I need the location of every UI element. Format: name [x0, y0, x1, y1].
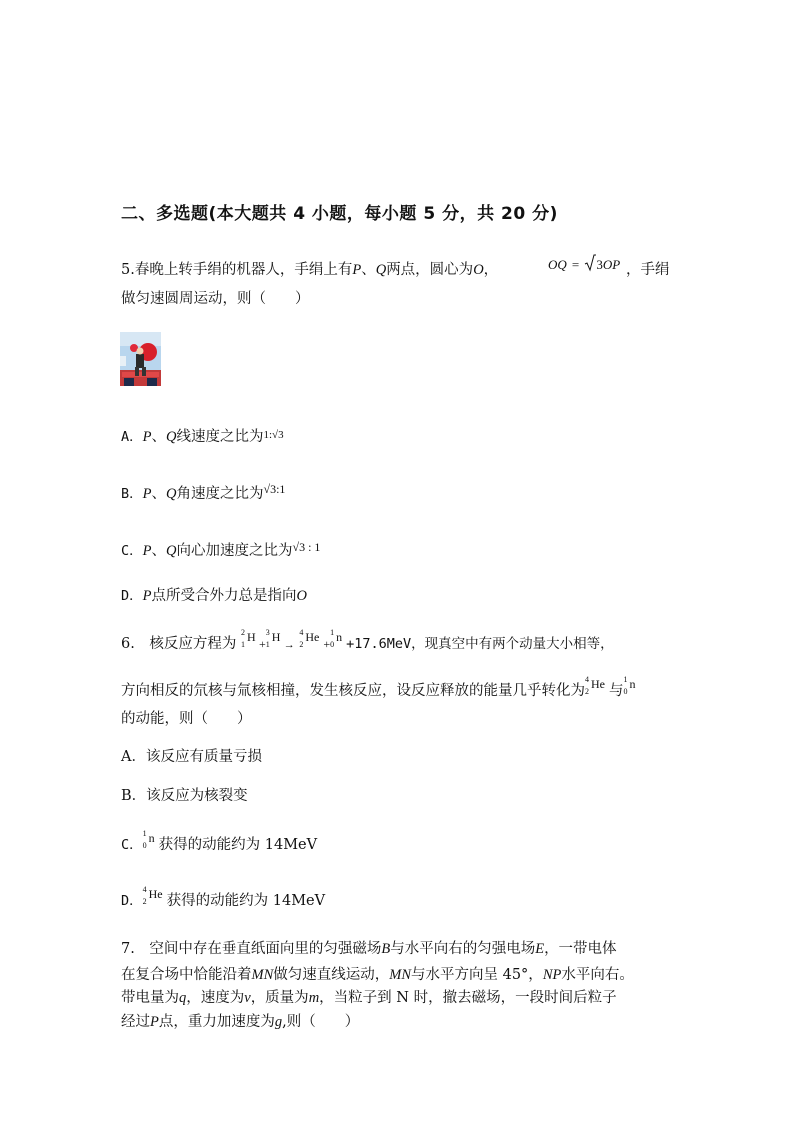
var-q: Q — [166, 486, 177, 502]
q7-line3 — [121, 986, 617, 1007]
var-q: Q — [166, 543, 177, 559]
option-label: C． — [121, 543, 143, 559]
var-q-charge: q — [179, 990, 187, 1006]
robot-photo — [120, 332, 161, 386]
neutron-symbol: 1 0 n — [330, 628, 343, 649]
q6-stem-line1: 6. 核反应方程为 2 1 H + 3 1 H → 4 2 He + 1 0 n +17.6MeV，现真空中有两个动量大小相等， — [121, 628, 614, 652]
var-p: P — [142, 588, 152, 604]
var-np: NP — [542, 967, 562, 983]
q5-stem-line2: 做匀速圆周运动，则（ ） — [121, 291, 310, 307]
q7-text: ，速度为 — [186, 990, 245, 1006]
var-p: P — [150, 1014, 159, 1030]
option-label: C． — [121, 837, 143, 853]
section-heading: 二、多选题(本大题共 4 小题，每小题 5 分，共 20 分) — [121, 204, 558, 224]
q6-energy-text: +17.6MeV，现真空中有两个动量大小相等， — [346, 636, 614, 652]
var-p: P — [142, 543, 152, 559]
var-b: B — [381, 941, 391, 957]
separator: 、 — [151, 429, 166, 445]
option-label: A． — [121, 429, 143, 445]
q7-text: 与水平向右的匀强电场 — [390, 941, 536, 957]
q7-text: 7. 空间中存在垂直纸面向里的匀强磁场 — [121, 941, 382, 957]
q5-option-a — [121, 425, 284, 446]
q6-option-d — [121, 885, 326, 910]
q5-option-c — [121, 539, 320, 560]
option-text: 角速度之比为 — [176, 486, 264, 502]
ratio-value: √3:1 — [263, 482, 286, 496]
q6-option-c — [121, 829, 318, 854]
q5-option-d — [121, 584, 307, 605]
deuterium-symbol: 2 1 H — [240, 628, 256, 649]
eq-lhs: OQ — [548, 257, 567, 272]
option-text: 获得的动能约为 14MeV — [166, 893, 326, 909]
helium-symbol: 4 2 He — [585, 675, 605, 696]
eq-three: 3 — [596, 257, 603, 272]
option-label: D． — [121, 588, 143, 604]
var-mn: MN — [389, 967, 411, 983]
helium-symbol: 4 2 He — [142, 885, 163, 906]
q6-stem-line3: 的动能，则（ ） — [121, 711, 252, 727]
var-e: E — [535, 941, 545, 957]
q6-stem-line2 — [121, 675, 640, 700]
helium-symbol: 4 2 He — [299, 628, 320, 649]
separator: 、 — [151, 486, 166, 502]
var-m: m — [308, 990, 320, 1006]
eq-sign: = — [571, 257, 580, 272]
q7-text: 经过 — [121, 1014, 150, 1030]
eq-rhs: OP — [602, 257, 621, 272]
q7-line2 — [121, 963, 634, 984]
option-label: D． — [121, 893, 143, 909]
q7-line4 — [121, 1010, 359, 1031]
option-text: 线速度之比为 — [176, 429, 264, 445]
q5-equation — [548, 254, 620, 273]
q5-option-b — [121, 482, 285, 503]
q6-prefix: 6. 核反应方程为 — [121, 636, 237, 652]
q6-option-a: A．该反应有质量亏损 — [121, 749, 262, 765]
neutron-symbol: 1 0 n — [623, 675, 636, 696]
var-v: v — [244, 990, 251, 1006]
q6-line2-text: 方向相反的氘核与氚核相撞，发生核反应，设反应释放的能量几乎转化为 — [121, 683, 585, 699]
q7-text: ,则（ ） — [282, 1014, 360, 1030]
q6-option-b: B．该反应为核裂变 — [121, 788, 248, 804]
q7-text: ，一带电体 — [544, 941, 617, 957]
comma: ， — [483, 262, 499, 278]
var-g: g — [274, 1014, 283, 1030]
option-text: 获得的动能约为 14MeV — [158, 837, 318, 853]
var-mn: MN — [251, 967, 274, 983]
var-p: P — [142, 486, 152, 502]
q7-text: ，当粒子到 N 时，撤去磁场，一段时间后粒子 — [319, 990, 617, 1006]
q5-stem-b: 两点，圆心为 — [386, 262, 474, 278]
var-o: O — [296, 588, 307, 604]
q7-text: 做匀速直线运动， — [273, 967, 390, 983]
q7-text: 带电量为 — [121, 990, 179, 1006]
q6-and: 与 — [609, 683, 624, 699]
q5-stem-line1 — [121, 258, 498, 279]
q7-line1 — [121, 937, 617, 958]
var-p: P — [352, 262, 362, 278]
option-label: B． — [121, 486, 143, 502]
var-p: P — [142, 429, 152, 445]
var-q: Q — [375, 262, 387, 278]
q7-text: 点，重力加速度为 — [158, 1014, 275, 1030]
neutron-symbol: 1 0 n — [142, 829, 155, 850]
q7-text: 水平向右。 — [561, 967, 634, 983]
option-text: 向心加速度之比为 — [176, 543, 293, 559]
ratio-value: √3 : 1 — [292, 540, 321, 554]
q7-text: 与水平方向呈 45°， — [411, 967, 543, 983]
tritium-symbol: 3 1 H — [265, 628, 281, 649]
option-text: 点所受合外力总是指向 — [151, 588, 297, 604]
q7-text: 在复合场中恰能沿着 — [121, 967, 252, 983]
var-o: O — [473, 262, 484, 278]
q5-stem-c: ，手绢 — [626, 262, 670, 278]
q5-stem-a: 5.春晚上转手绢的机器人，手绢上有 — [121, 262, 353, 278]
separator: 、 — [151, 543, 166, 559]
q7-text: ，质量为 — [250, 990, 309, 1006]
separator: 、 — [361, 262, 376, 278]
sqrt-icon — [584, 254, 596, 272]
var-q: Q — [166, 429, 177, 445]
ratio-value: 1:√3 — [263, 429, 284, 441]
